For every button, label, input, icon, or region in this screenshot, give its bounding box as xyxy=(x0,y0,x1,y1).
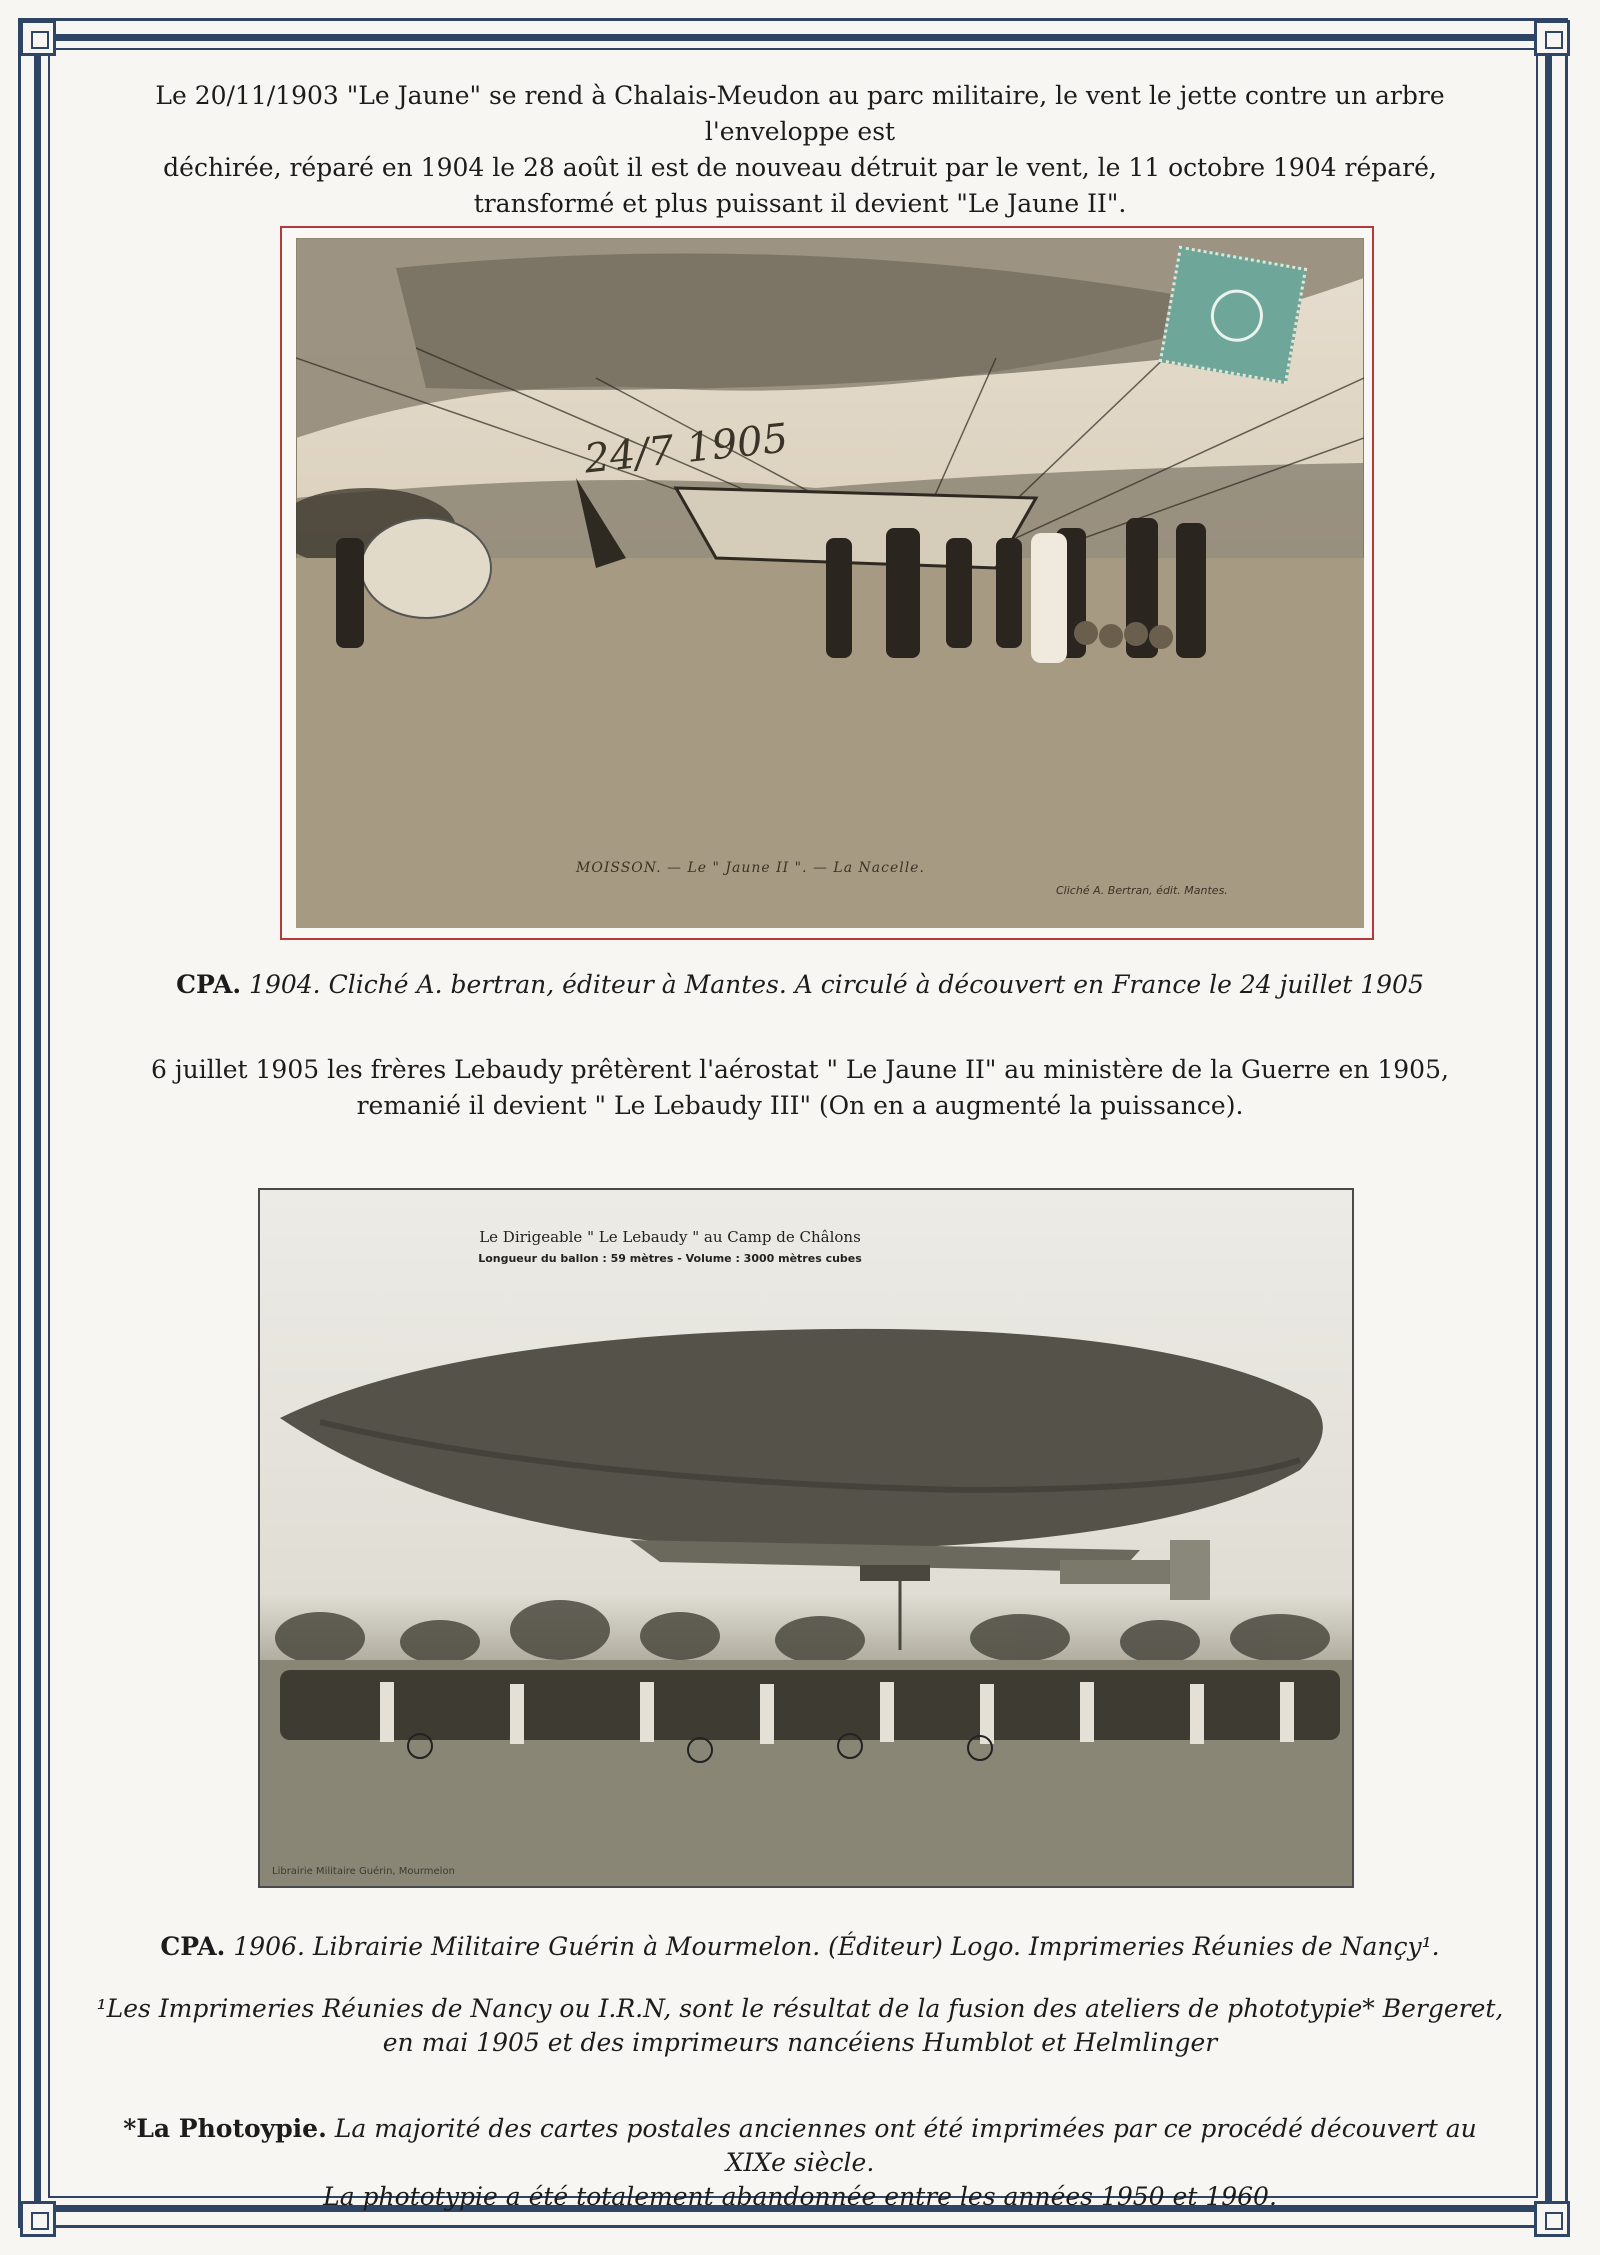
handwritten-date: 24/7 1905 xyxy=(582,415,791,483)
middle-paragraph xyxy=(90,1052,1510,1124)
footnote-text: La majorité des cartes postales anciennes ont été imprimées par ce procédé découvert au XIXe siècle. xyxy=(326,2114,1477,2177)
postcard1-publisher: Cliché A. Bertran, édit. Mantes. xyxy=(1056,884,1228,897)
intro-line: Le 20/11/1903 "Le Jaune" se rend à Chalais-Meudon au parc militaire, le vent le jette contre un arbre l'enveloppe est xyxy=(155,81,1445,146)
caption-text: 1906. Librairie Militaire Guérin à Mourmelon. (Éditeur) Logo. Imprimeries Réunies de Nançy¹. xyxy=(225,1932,1440,1961)
postcard2-subtitle: Longueur du ballon : 59 mètres - Volume : 3000 mètres cubes xyxy=(478,1252,862,1265)
caption-label: CPA. xyxy=(160,1932,226,1961)
footnote-phototypie xyxy=(90,2112,1510,2214)
footnote-label: *La Photoypie. xyxy=(123,2114,327,2143)
postcard1-printed-caption: MOISSON. — Le " Jaune II ". — La Nacelle. xyxy=(576,860,925,876)
caption-text: 1904. Cliché A. bertran, éditeur à Mantes. A circulé à découvert en France le 24 juillet 1905 xyxy=(241,970,1424,999)
frame-corner-ornament xyxy=(20,2201,56,2237)
intro-line: déchirée, réparé en 1904 le 28 août il est de nouveau détruit par le vent, le 11 octobre 1904 réparé, xyxy=(163,153,1437,182)
postage-stamp-icon xyxy=(1159,246,1308,385)
postcard2-publisher: Librairie Militaire Guérin, Mourmelon xyxy=(272,1866,455,1877)
airship-lebaudy-photo xyxy=(260,1190,1354,1888)
frame-corner-ornament xyxy=(1534,20,1570,56)
postcard1-image xyxy=(296,238,1364,928)
footnote-line xyxy=(90,2112,1510,2180)
middle-line: remanié il devient " Le Lebaudy III" (On en a augmenté la puissance). xyxy=(356,1091,1244,1120)
postcard1-caption xyxy=(90,968,1510,1002)
frame-corner-ornament xyxy=(1534,2201,1570,2237)
middle-line: 6 juillet 1905 les frères Lebaudy prêtèrent l'aérostat " Le Jaune II" au ministère de la Guerre en 1905, xyxy=(151,1055,1449,1084)
intro-paragraph xyxy=(90,78,1510,222)
frame-corner-ornament xyxy=(20,20,56,56)
footnote-irn xyxy=(90,1992,1510,2060)
footnote-line: en mai 1905 et des imprimeurs nancéiens Humblot et Helmlinger xyxy=(382,2028,1218,2057)
caption-label: CPA. xyxy=(176,970,242,999)
postcard2-title: Le Dirigeable " Le Lebaudy " au Camp de Châlons xyxy=(479,1228,861,1246)
intro-line: transformé et plus puissant il devient "Le Jaune II". xyxy=(473,189,1127,218)
footnote-line: ¹Les Imprimeries Réunies de Nancy ou I.R.N, sont le résultat de la fusion des ateliers de phototypie* Bergeret, xyxy=(96,1994,1504,2023)
postcard2-image xyxy=(258,1188,1354,1888)
postcard2-caption xyxy=(90,1930,1510,1964)
footnote-line: La phototypie a été totalement abandonnée entre les années 1950 et 1960. xyxy=(323,2182,1277,2211)
